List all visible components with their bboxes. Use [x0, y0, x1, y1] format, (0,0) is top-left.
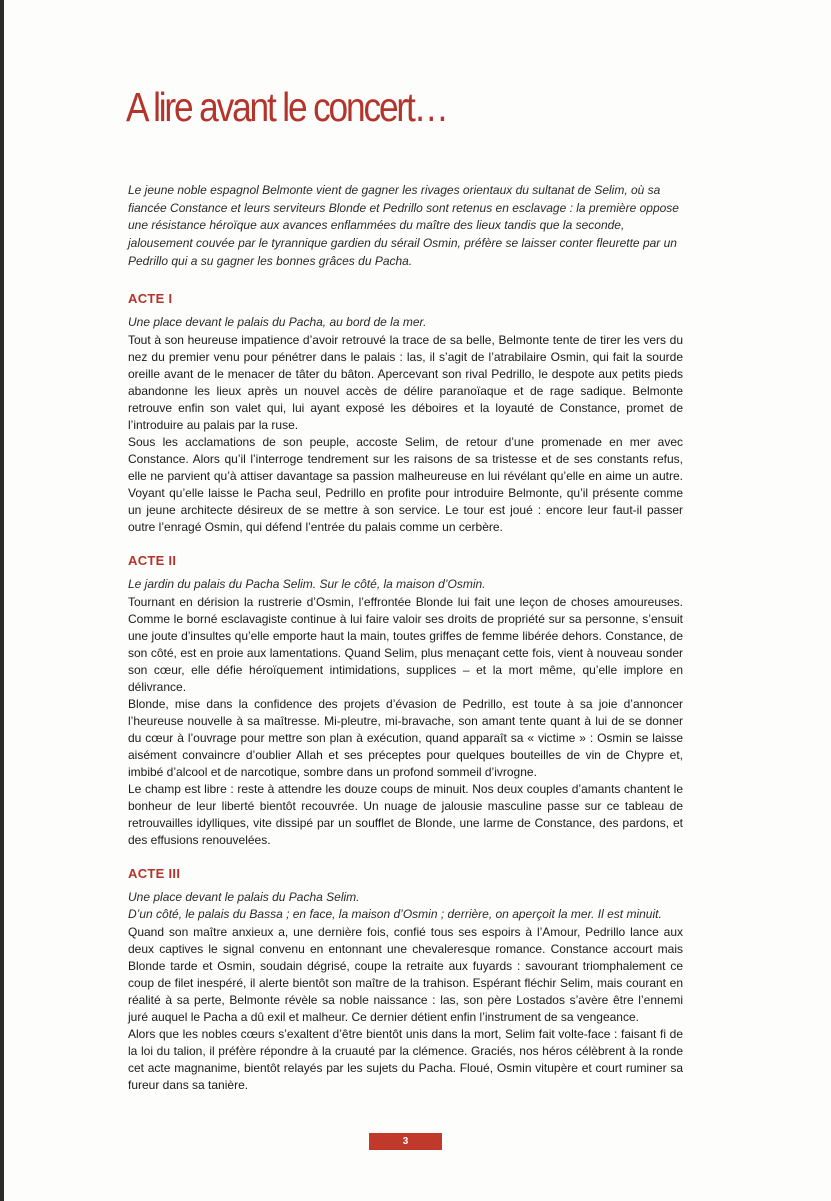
act-paragraph: Blonde, mise dans la confidence des projets d’évasion de Pedrillo, est toute à sa joie d’annoncer l’heureuse nouvelle à sa maîtresse. Mi-pleutre, mi-bravache, son amant tente quant à lui de se donner du cœur à l’ouvrage pour mettre son plan à exécution, quand apparaît sa « victime » : Osmin se laisse aisément convaincre d’oublier Allah et ses préceptes pour quelques bouteilles de vin de Chypre et, imbibé d’alcool et de narcotique, sombre dans un profond sommeil d’ivrogne. — [128, 696, 683, 779]
act-paragraph: Quand son maître anxieux a, une dernière fois, confié tous ses espoirs à l’Amour, Pedrillo lance aux deux captives le signal convenu en entonnant une chevaleresque romance. Constance accourt mais Blonde tarde et Osmin, soudain dégrisé, coupe la retraite aux fuyards : savourant triomphalement ce coup de filet inespéré, il alerte bientôt son maître de la trahison. Espérant fléchir Selim, mais courant en réalité à sa perte, Belmonte révèle sa noble naissance : las, son père Lostados s’avère être l’ennemi juré auquel le Pacha a dû exil et malheur. Ce dernier détient enfin l’instrument de sa vengeance. — [128, 924, 683, 1024]
intro-paragraph: Le jeune noble espagnol Belmonte vient de gagner les rivages orientaux du sultanat de Selim, où sa fiancée Constance et leurs serviteurs Blonde et Pedrillo sont retenus en esclavage : la première oppose une résistance héroïque aux avances enflammées du maître des lieux tandis que la seconde, jalousement couvée par le tyrannique gardien du sérail Osmin, préfère se laisser conter fleurette par un Pedrillo qui a su gagner les bonnes grâces du Pacha. — [128, 183, 679, 268]
page-title: A lire avant le concert… — [126, 84, 447, 130]
act-section — [128, 291, 683, 536]
act-paragraph: Tout à son heureuse impatience d’avoir retrouvé la trace de sa belle, Belmonte tente de tirer les vers du nez du premier venu pour pénétrer dans le palais : las, il s’agit de l’atrabilaire Osmin, qui fait la sourde oreille avant de le menacer de tâter du bâton. Apercevant son rival Pedrillo, le despote aux petits pieds abandonne les lieux après un nouvel accès de délire paranoïaque et de rage sadique. Belmonte retrouve enfin son valet qui, lui ayant exposé les déboires et la loyauté de Constance, promet de l’introduire au palais par la ruse. — [128, 332, 683, 432]
act-heading: ACTE II — [128, 552, 177, 568]
act-heading: ACTE III — [128, 865, 181, 881]
act-setting: Le jardin du palais du Pacha Selim. Sur le côté, la maison d’Osmin. — [128, 576, 486, 591]
act-paragraph: Alors que les nobles cœurs s’exaltent d’être bientôt unis dans la mort, Selim fait volte-face : faisant fi de la loi du talion, il préfère répondre à la cruauté par la clémence. Graciés, nos héros célèbrent à la ronde cet acte magnanime, bientôt relayés par les sujets du Pacha. Floué, Osmin vitupère et court ruminer sa fureur dans sa tanière. — [128, 1026, 683, 1092]
act-setting: Une place devant le palais du Pacha Selim. — [128, 889, 360, 904]
scan-border — [0, 0, 4, 1201]
document-body — [128, 182, 683, 1094]
act-heading: ACTE I — [128, 290, 173, 306]
act-section — [128, 866, 683, 1094]
act-setting: D’un côté, le palais du Bassa ; en face, la maison d’Osmin ; derrière, on aperçoit la mer. Il est minuit. — [128, 906, 662, 921]
act-setting: Une place devant le palais du Pacha, au bord de la mer. — [128, 314, 427, 329]
page-number: 3 — [369, 1133, 442, 1150]
act-paragraph: Le champ est libre : reste à attendre les douze coups de minuit. Nos deux couples d’amants chantent le bonheur de leur liberté bientôt recouvrée. Un nuage de jalousie masculine passe sur ce tableau de retrouvailles idylliques, vite dissipé par un soufflet de Blonde, une larme de Constance, des pardons, et des effusions renouvelées. — [128, 781, 683, 847]
act-paragraph: Tournant en dérision la rustrerie d’Osmin, l’effrontée Blonde lui fait une leçon de choses amoureuses. Comme le borné esclavagiste continue à lui faire valoir ses droits de propriété sur sa personne, s’ensuit une joute d’insultes qu’elle emporte haut la main, toutes griffes de femme libérée dehors. Constance, de son côté, est en proie aux lamentations. Quand Selim, plus menaçant cette fois, vient à nouveau sonder son cœur, elle défie héroïquement intimidations, supplices – et la mort même, qu’elle implore en délivrance. — [128, 594, 683, 694]
act-paragraph: Sous les acclamations de son peuple, accoste Selim, de retour d’une promenade en mer avec Constance. Alors qu’il l’interroge tendrement sur les raisons de sa tristesse et de ses constants refus, elle ne parvient qu’à attiser davantage sa passion malheureuse en lui révélant qu’elle en aime un autre. Voyant qu’elle laisse le Pacha seul, Pedrillo en profite pour introduire Belmonte, qu’il présente comme un jeune architecte désireux de se mettre à son service. Le tour est joué : encore leur faut-il passer outre l’enragé Osmin, qui défend l’entrée du palais comme un cerbère. — [128, 434, 683, 534]
act-section — [128, 553, 683, 849]
